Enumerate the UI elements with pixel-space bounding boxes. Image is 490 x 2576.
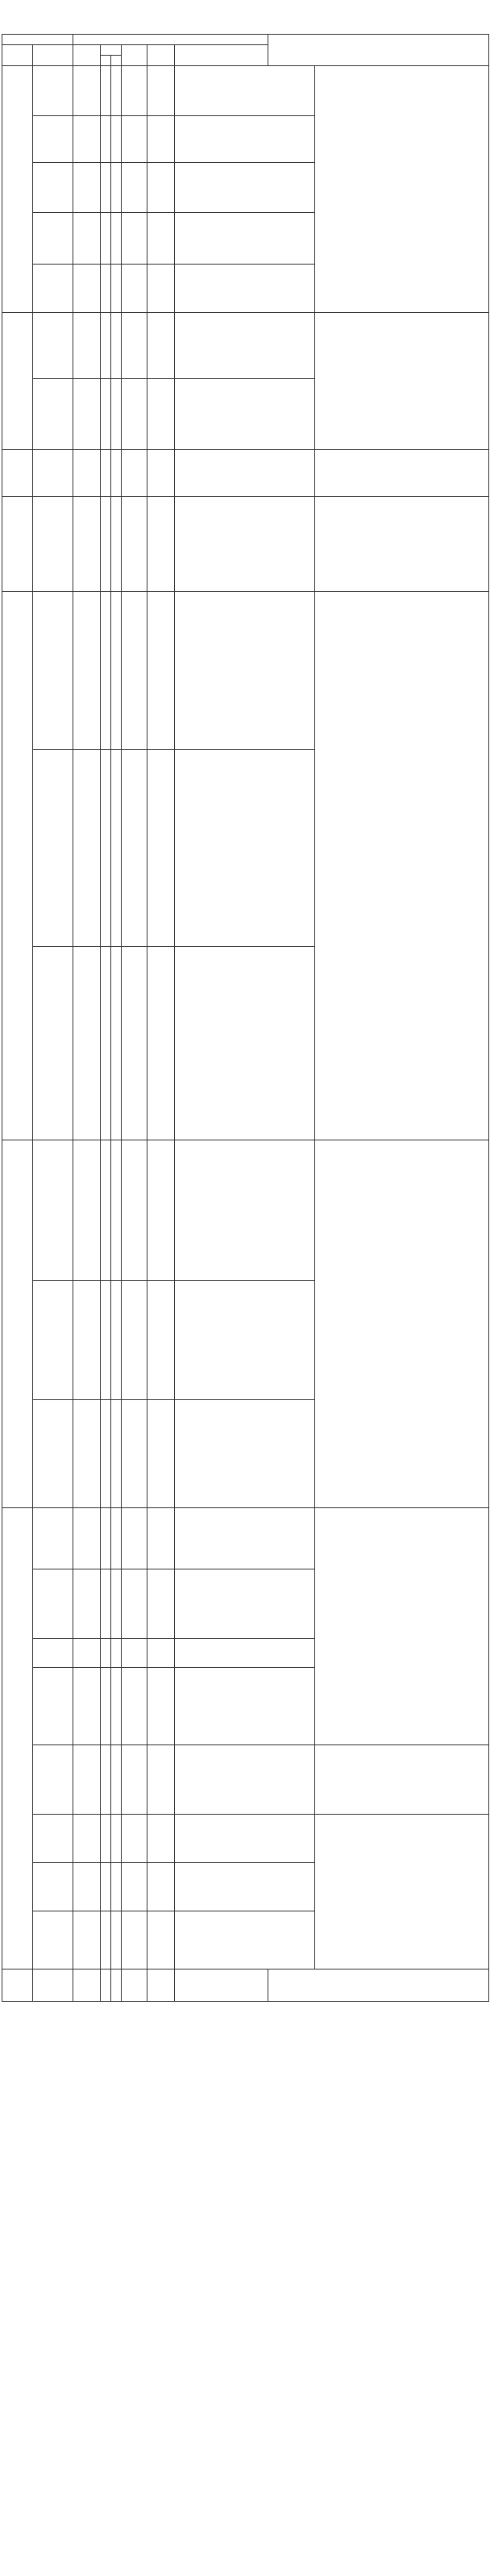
job-title	[33, 66, 73, 116]
table-row	[2, 313, 489, 379]
gender-male-mark	[101, 1745, 111, 1815]
gender-female-mark	[111, 116, 122, 163]
salary-range	[147, 1508, 175, 1569]
job-title	[33, 313, 73, 379]
age-range	[122, 947, 147, 1140]
job-count	[73, 379, 101, 450]
gender-male-mark	[101, 116, 111, 163]
job-requirement	[175, 1911, 315, 1970]
contact-info	[315, 66, 489, 313]
table-row	[2, 1508, 489, 1569]
job-requirement	[175, 1281, 315, 1400]
job-title	[33, 1140, 73, 1281]
age-range	[122, 1639, 147, 1668]
job-title	[33, 450, 73, 497]
job-requirement	[175, 1815, 315, 1863]
age-range	[122, 163, 147, 213]
job-title	[33, 497, 73, 592]
gender-male-mark	[101, 750, 111, 947]
salary-range	[147, 163, 175, 213]
gender-male-mark	[101, 313, 111, 379]
job-count	[73, 947, 101, 1140]
header-count	[73, 45, 101, 66]
salary-range	[147, 497, 175, 592]
job-count	[73, 1668, 101, 1745]
gender-female-mark	[111, 213, 122, 265]
age-range	[122, 1911, 147, 1970]
job-count	[73, 1281, 101, 1400]
job-count	[73, 450, 101, 497]
contact-info	[315, 313, 489, 450]
contact-info	[315, 1508, 489, 1745]
salary-range	[147, 213, 175, 265]
job-table	[2, 34, 489, 2002]
job-title	[33, 750, 73, 947]
job-requirement	[175, 116, 315, 163]
job-count	[73, 497, 101, 592]
job-count	[73, 213, 101, 265]
page-title	[0, 0, 490, 34]
age-range	[122, 592, 147, 750]
age-range	[122, 1863, 147, 1911]
gender-female-mark	[111, 313, 122, 379]
total-row	[2, 1970, 489, 2002]
job-requirement	[175, 379, 315, 450]
job-count	[73, 116, 101, 163]
gender-female-mark	[111, 497, 122, 592]
job-count	[73, 1639, 101, 1668]
job-title	[33, 379, 73, 450]
gender-male-mark	[101, 163, 111, 213]
contact-info	[315, 1140, 489, 1508]
gender-female-mark	[111, 1668, 122, 1745]
table-row	[2, 592, 489, 750]
age-range	[122, 1668, 147, 1745]
job-count	[73, 1745, 101, 1815]
age-range	[122, 66, 147, 116]
contact-info	[315, 497, 489, 592]
company-name	[2, 497, 33, 592]
salary-range	[147, 313, 175, 379]
age-range	[122, 750, 147, 947]
salary-range	[147, 1863, 175, 1911]
salary-range	[147, 379, 175, 450]
table-row	[2, 450, 489, 497]
company-name	[2, 1140, 33, 1508]
total-blank	[122, 1970, 147, 2002]
contact-info	[315, 592, 489, 1140]
job-title	[33, 1668, 73, 1745]
gender-male-mark	[101, 1140, 111, 1281]
contact-info	[315, 1745, 489, 1815]
job-title	[33, 947, 73, 1140]
job-requirement	[175, 1863, 315, 1911]
gender-male-mark	[101, 265, 111, 313]
header-age	[122, 45, 147, 66]
gender-male-mark	[101, 1668, 111, 1745]
job-count	[73, 1911, 101, 1970]
gender-male-mark	[101, 1508, 111, 1569]
company-name	[2, 450, 33, 497]
job-count	[73, 1508, 101, 1569]
age-range	[122, 1745, 147, 1815]
gender-female-mark	[111, 1639, 122, 1668]
gender-male-mark	[101, 1639, 111, 1668]
salary-range	[147, 947, 175, 1140]
job-requirement	[175, 1140, 315, 1281]
gender-female-mark	[111, 1508, 122, 1569]
gender-female-mark	[111, 1281, 122, 1400]
header-male	[101, 56, 111, 66]
job-requirement	[175, 450, 315, 497]
header-contact	[268, 35, 489, 66]
salary-range	[147, 1911, 175, 1970]
salary-range	[147, 1569, 175, 1639]
gender-female-mark	[111, 1140, 122, 1281]
company-name	[2, 313, 33, 450]
job-count	[73, 1569, 101, 1639]
job-title	[33, 1815, 73, 1863]
job-count	[73, 750, 101, 947]
total-count	[73, 1970, 101, 2002]
header-requirement	[175, 45, 268, 66]
job-requirement	[175, 947, 315, 1140]
job-requirement	[175, 265, 315, 313]
job-requirement	[175, 213, 315, 265]
age-range	[122, 1815, 147, 1863]
salary-range	[147, 1281, 175, 1400]
salary-range	[147, 750, 175, 947]
gender-female-mark	[111, 1863, 122, 1911]
gender-female-mark	[111, 450, 122, 497]
company-name	[2, 66, 33, 313]
company-name	[2, 1508, 33, 1970]
salary-range	[147, 1815, 175, 1863]
contact-info	[315, 450, 489, 497]
age-range	[122, 379, 147, 450]
salary-range	[147, 592, 175, 750]
age-range	[122, 1508, 147, 1569]
gender-female-mark	[111, 947, 122, 1140]
salary-range	[147, 1400, 175, 1508]
job-count	[73, 1140, 101, 1281]
age-range	[122, 1140, 147, 1281]
job-requirement	[175, 1508, 315, 1569]
contact-info	[315, 1815, 489, 1970]
job-requirement	[175, 1569, 315, 1639]
gender-male-mark	[101, 213, 111, 265]
gender-female-mark	[111, 66, 122, 116]
table-row	[2, 1815, 489, 1863]
gender-male-mark	[101, 592, 111, 750]
header-group-basic	[2, 35, 73, 45]
job-requirement	[175, 1668, 315, 1745]
total-blank	[147, 1970, 175, 2002]
total-blank	[2, 1970, 33, 2002]
salary-range	[147, 1745, 175, 1815]
gender-female-mark	[111, 1911, 122, 1970]
job-title	[33, 592, 73, 750]
job-title	[33, 1281, 73, 1400]
header-company	[2, 45, 33, 66]
salary-range	[147, 66, 175, 116]
gender-female-mark	[111, 592, 122, 750]
total-blank	[111, 1970, 122, 2002]
job-requirement	[175, 1745, 315, 1815]
job-title	[33, 265, 73, 313]
job-title	[33, 163, 73, 213]
job-count	[73, 265, 101, 313]
gender-female-mark	[111, 379, 122, 450]
company-name	[2, 592, 33, 1140]
gender-male-mark	[101, 1911, 111, 1970]
age-range	[122, 1569, 147, 1639]
age-range	[122, 213, 147, 265]
job-requirement	[175, 1400, 315, 1508]
job-count	[73, 1863, 101, 1911]
job-title	[33, 213, 73, 265]
gender-male-mark	[101, 497, 111, 592]
salary-range	[147, 450, 175, 497]
table-row	[2, 1745, 489, 1815]
table-row	[2, 66, 489, 116]
gender-female-mark	[111, 1815, 122, 1863]
gender-male-mark	[101, 1863, 111, 1911]
gender-male-mark	[101, 1569, 111, 1639]
gender-female-mark	[111, 750, 122, 947]
job-count	[73, 1400, 101, 1508]
total-blank	[101, 1970, 111, 2002]
gender-female-mark	[111, 1569, 122, 1639]
salary-range	[147, 265, 175, 313]
salary-range	[147, 1639, 175, 1668]
age-range	[122, 1400, 147, 1508]
gender-male-mark	[101, 379, 111, 450]
header-female	[111, 56, 122, 66]
header-gender	[101, 45, 122, 56]
table-row	[2, 1140, 489, 1281]
header-job	[33, 45, 73, 66]
total-blank	[268, 1970, 489, 2002]
gender-male-mark	[101, 450, 111, 497]
job-title	[33, 1639, 73, 1668]
job-title	[33, 1911, 73, 1970]
age-range	[122, 116, 147, 163]
fill-date	[0, 2002, 490, 2005]
job-requirement	[175, 592, 315, 750]
age-range	[122, 1281, 147, 1400]
job-title	[33, 1863, 73, 1911]
job-count	[73, 66, 101, 116]
gender-female-mark	[111, 1745, 122, 1815]
job-title	[33, 1745, 73, 1815]
job-requirement	[175, 66, 315, 116]
job-requirement	[175, 750, 315, 947]
job-title	[33, 1400, 73, 1508]
job-requirement	[175, 313, 315, 379]
gender-female-mark	[111, 1400, 122, 1508]
total-blank	[175, 1970, 268, 2002]
job-title	[33, 1569, 73, 1639]
job-count	[73, 1815, 101, 1863]
job-title	[33, 1508, 73, 1569]
age-range	[122, 450, 147, 497]
gender-male-mark	[101, 1281, 111, 1400]
age-range	[122, 497, 147, 592]
gender-male-mark	[101, 947, 111, 1140]
header-group-detail	[73, 35, 268, 45]
job-count	[73, 163, 101, 213]
table-body	[2, 66, 489, 1970]
gender-female-mark	[111, 163, 122, 213]
header-salary	[147, 45, 175, 66]
total-blank	[33, 1970, 73, 2002]
salary-range	[147, 1140, 175, 1281]
gender-male-mark	[101, 1815, 111, 1863]
job-title	[33, 116, 73, 163]
gender-male-mark	[101, 66, 111, 116]
gender-female-mark	[111, 265, 122, 313]
job-requirement	[175, 163, 315, 213]
job-requirement	[175, 1639, 315, 1668]
job-count	[73, 592, 101, 750]
job-requirement	[175, 497, 315, 592]
salary-range	[147, 116, 175, 163]
salary-range	[147, 1668, 175, 1745]
age-range	[122, 313, 147, 379]
age-range	[122, 265, 147, 313]
gender-male-mark	[101, 1400, 111, 1508]
table-row	[2, 497, 489, 592]
job-count	[73, 313, 101, 379]
